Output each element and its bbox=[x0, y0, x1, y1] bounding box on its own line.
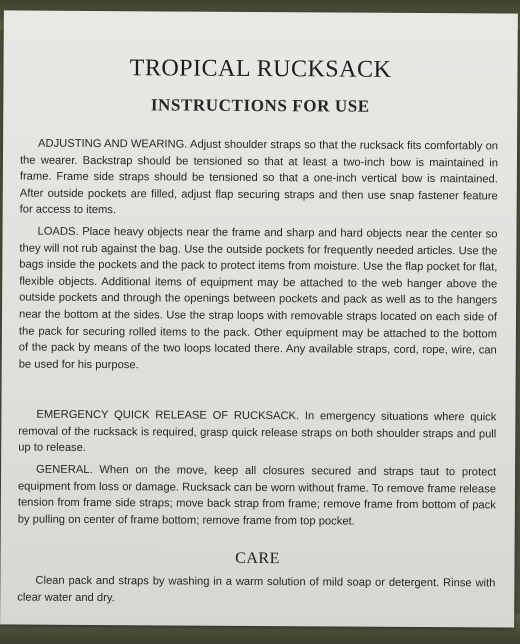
care-heading: CARE bbox=[235, 549, 280, 568]
document-title: TROPICAL RUCKSACK bbox=[129, 55, 392, 83]
paragraph-general: GENERAL. When on the move, keep all closures secured and straps taut to protect equipment from loss or damage. Rucksack can be worn without frame. To remove frame release tension from frame side straps; move back strap from frame; remove frame from bottom of pack by pulling on center of frame bottom; remove frame from top pocket. bbox=[17, 463, 497, 528]
instruction-sheet bbox=[0, 10, 518, 627]
paragraph-adjusting-and-wearing: ADJUSTING AND WEARING. Adjust shoulder straps so that the rucksack fits comfortably on the wearer. Backstrap should be tensioned so that at least a two-inch bow is maintained in frame. Frame side straps should be tensioned so that a one-inch vertical bow is maintained. After outside pockets are filled, adjust flap securing straps and then use snap fastener feature for access to items. bbox=[19, 137, 499, 217]
paragraph-loads: LOADS. Place heavy objects near the frame and sharp and hard objects near the center so they will not rub against the bag. Use the outside pockets for frequently needed articles. Use the bags inside the pockets and the pack to protect items from moisture. Use the flap pocket for flat, flexible objects. Additional items of equipment may be attached to the web hanger above the outside pockets and through the openings between pockets and pack as well as to the hangers near the bottom at the sides. Use the strap loops with removable straps located on each side of the pack for securing rolled items to the pack. Other equipment may be attached to the bottom of the pack by means of the two loops located there. Any available straps, cord, rope, wire, can be used for his purpose. bbox=[18, 225, 498, 372]
document-subtitle: INSTRUCTIONS FOR USE bbox=[150, 95, 370, 116]
paragraph-care: Clean pack and straps by washing in a warm solution of mild soap or detergent. Rinse with clear water and dry. bbox=[17, 574, 496, 604]
paragraph-emergency-quick-release: EMERGENCY QUICK RELEASE OF RUCKSACK. In emergency situations where quick removal of the rucksack is required, grasp quick release straps on both shoulder straps and pull up to release. bbox=[18, 408, 497, 455]
